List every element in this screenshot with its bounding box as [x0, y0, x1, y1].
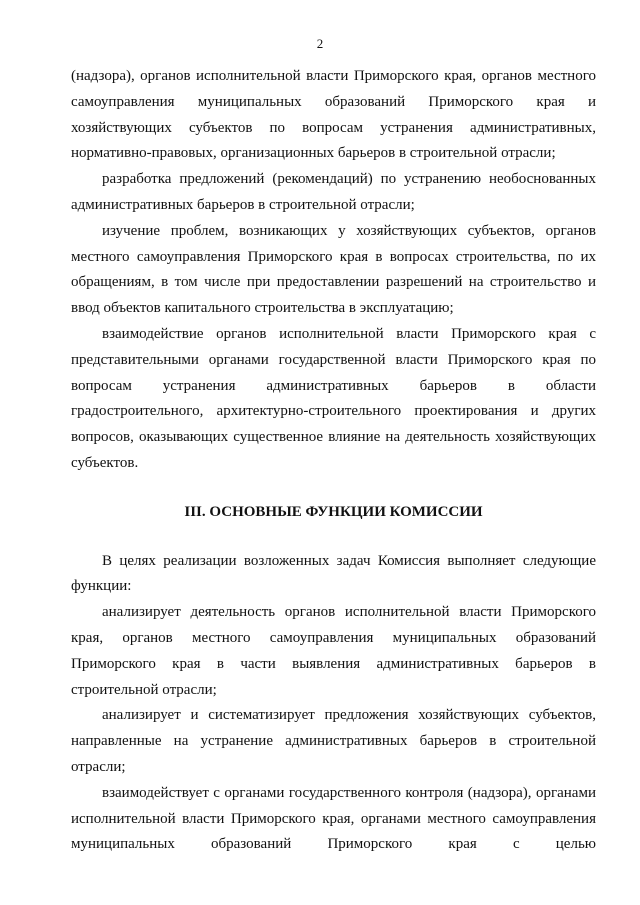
paragraph-task-interaction: взаимодействие органов исполнительной власти Приморского края с представительными органами государственной власти Приморского края по вопросам устранения административных барьеров в области градостроительного, архитектурно-строительного проектирования и других вопросов, оказывающих существенное влияние на деятельность хозяйствующих субъектов.: [71, 325, 596, 471]
paragraph-function-interacts: взаимодействует с органами государственного контроля (надзора), органами исполнительной власти Приморского края, органами местного самоуправления муниципальных образований Приморского края с целью: [71, 784, 596, 853]
paragraph-function-analyze-activity: анализирует деятельность органов исполнительной власти Приморского края, органов местного самоуправления муниципальных образований Приморского края в части выявления административных барьеров в строительной отрасли;: [71, 604, 596, 698]
paragraph-task-recommendations: разработка предложений (рекомендаций) по устранению необоснованных административных барьеров в строительной отрасли;: [71, 171, 596, 213]
paragraph-continuation: (надзора), органов исполнительной власти Приморского края, органов местного самоуправления муниципальных образований Приморского края и хозяйствующих субъектов по вопросам устранения административных, нормативно-правовых, организационных барьеров в строительной отрасли;: [71, 68, 596, 162]
paragraph-function-systematize: анализирует и систематизирует предложения хозяйствующих субъектов, направленные на устранение административных барьеров в строительной отрасли;: [71, 707, 596, 775]
document-body: [71, 64, 596, 858]
section-heading: III. ОСНОВНЫЕ ФУНКЦИИ КОМИССИИ: [184, 503, 483, 520]
paragraph-task-problems-study: изучение проблем, возникающих у хозяйствующих субъектов, органов местного самоуправления Приморского края в вопросах строительства, по их обращениям, в том числе при предоставлении разрешений на строительство и ввод объектов капитального строительства в эксплуатацию;: [71, 222, 596, 317]
paragraph-functions-intro: В целях реализации возложенных задач Комиссия выполняет следующие функции:: [71, 552, 596, 595]
page-number: 2: [316, 36, 324, 51]
